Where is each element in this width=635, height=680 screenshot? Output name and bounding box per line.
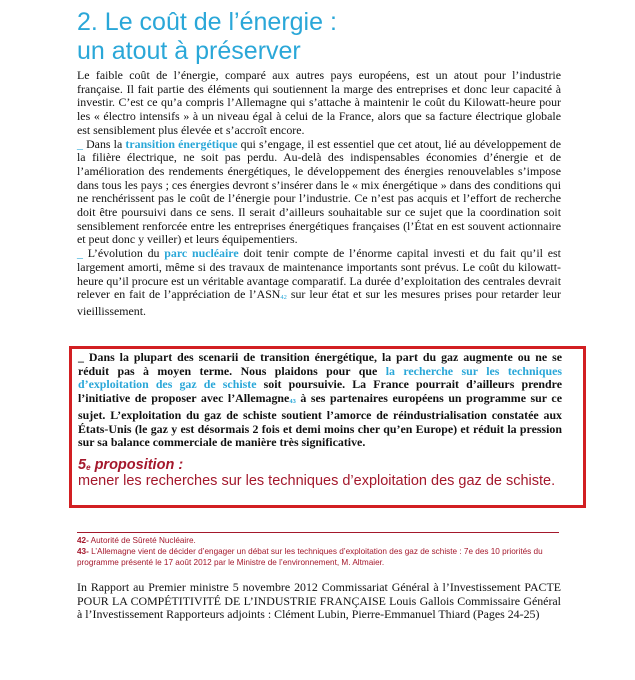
proposal-statement: mener les recherches sur les techniques d’exploitation des gaz de schiste. xyxy=(78,473,556,489)
section-title-line1: 2. Le coût de l’énergie : xyxy=(77,8,337,36)
footnote-text: Autorité de Sûreté Nucléaire. xyxy=(90,536,196,545)
footnote-number: 42- xyxy=(77,536,89,545)
highlight-transition-energetique: transition énergétique xyxy=(125,136,238,151)
body-text xyxy=(77,69,561,319)
section-title xyxy=(77,8,597,66)
paragraph-nucleaire: _ L’évolution du parc nucléaire doit tenir compte de l’énorme capital investi et du fait qu’il est largement amorti, même si des travaux de maintenance importants sont prévus. Le coût du kilowatt-heure qu’il procure est un véritable avantage comparatif. La durée d’exploitation des centrales devrait relever en fait de l’appréciation de $l’ASN_{42}$ sur leur état et sur les mesures prises pour retarder leur vieillissement. xyxy=(77,246,561,318)
footnote-42 xyxy=(77,535,567,546)
proposal-number: 5 xyxy=(78,457,87,473)
bullet-dash: _ xyxy=(78,350,84,364)
proposal-paragraph: _ Dans la plupart des scenarii de transition énergétique, la part du gaz augmente ou ne se réduit pas à moyen terme. Nous plaidons pour que la recherche sur les techniques d’exploitation des gaz de schiste soit poursuivie. La France pourrait d’ailleurs prendre l’initiative de proposer avec l’Allemagne$_{43}$ à ses partenaires européens un programme sur ce sujet. L’exploitation du gaz de schiste soutient l’amorce de réindustrialisation constatée aux États-Unis (le gaz y est désormais 2 fois et demi moins cher qu’en Europe) et réduit la pression sur sa balance commerciale de manière très significative. xyxy=(78,350,562,450)
paragraph-intro: Le faible coût de l’énergie, comparé aux autres pays européens, est un atout pour l’industrie française. Il fait partie des éléments qui soutiennent la marge des entreprises et donc leur capacité à investir. C’est ce qu’a compris l’Allemagne qui s’attache à maintenir le coût du Kilowatt-heure pour les « électro intensifs » à un niveau égal à celui de la France, alors que sa facture électrique globale est sensiblement plus élevée et s’accroît encore. xyxy=(77,68,561,137)
proposal-label: proposition : xyxy=(94,457,184,473)
paragraph-transition: _ Dans la transition énergétique qui s’engage, il est essentiel que cet atout, lié au développement de la filière électrique, ne soit pas perdu. Au-delà des indispensables économies d’énergie et de l’amélioration des rendements énergétiques, le développement des énergies renouvelables s’impose dans tous les pays ; ces énergies devront s’insérer dans le « mix énergétique » dans des conditions qui ne renchérissent pas le coût de l’énergie pour l’industrie. Ce n’est pas acquis et l’effort de recherche doit être poursuivi dans ce sens. Il serait d’ailleurs souhaitable sur ce sujet que la coordination soit sensiblement renforcée entre les entreprises énergétiques françaises (l’État en est souvent actionnaire et peut donc y veiller) et leurs équipementiers. xyxy=(77,136,561,247)
footnote-43 xyxy=(77,546,567,568)
footnote-number: 43- xyxy=(77,547,89,556)
section-title-line2: un atout à préserver xyxy=(77,37,301,65)
footnote-ref-43: 43 xyxy=(289,398,296,406)
highlight-gaz-de-schiste: la recherche sur les techniques d’exploitation des gaz de schiste xyxy=(78,363,562,392)
highlight-parc-nucleaire: parc nucléaire xyxy=(164,246,239,261)
bullet-dash: _ xyxy=(77,136,83,151)
proposal-number-suffix: e xyxy=(86,463,91,472)
proposal-heading xyxy=(78,457,183,473)
footnote-ref-42: 42 xyxy=(280,294,287,302)
bullet-dash: _ xyxy=(77,246,83,261)
source-citation: In Rapport au Premier ministre 5 novembre 2012 Commissariat Général à l’Investissement PACTE POUR LA COMPÉTITIVITÉ DE L’INDUSTRIE FRANÇAISE Louis Gallois Commissaire Général à l’Investissement Rapporteurs adjoints : Clément Lubin, Pierre-Emmanuel Thiard (Pages 24-25) xyxy=(77,580,561,622)
footnote-text: L’Allemagne vient de décider d’engager un débat sur les techniques d’exploitation des gaz de schiste : 7e des 10 priorités du programme présenté le 17 août 2012 par le Ministre de l’environnement, M. Altmaier. xyxy=(77,547,543,567)
footnotes xyxy=(77,535,567,568)
footnote-divider xyxy=(77,532,559,533)
